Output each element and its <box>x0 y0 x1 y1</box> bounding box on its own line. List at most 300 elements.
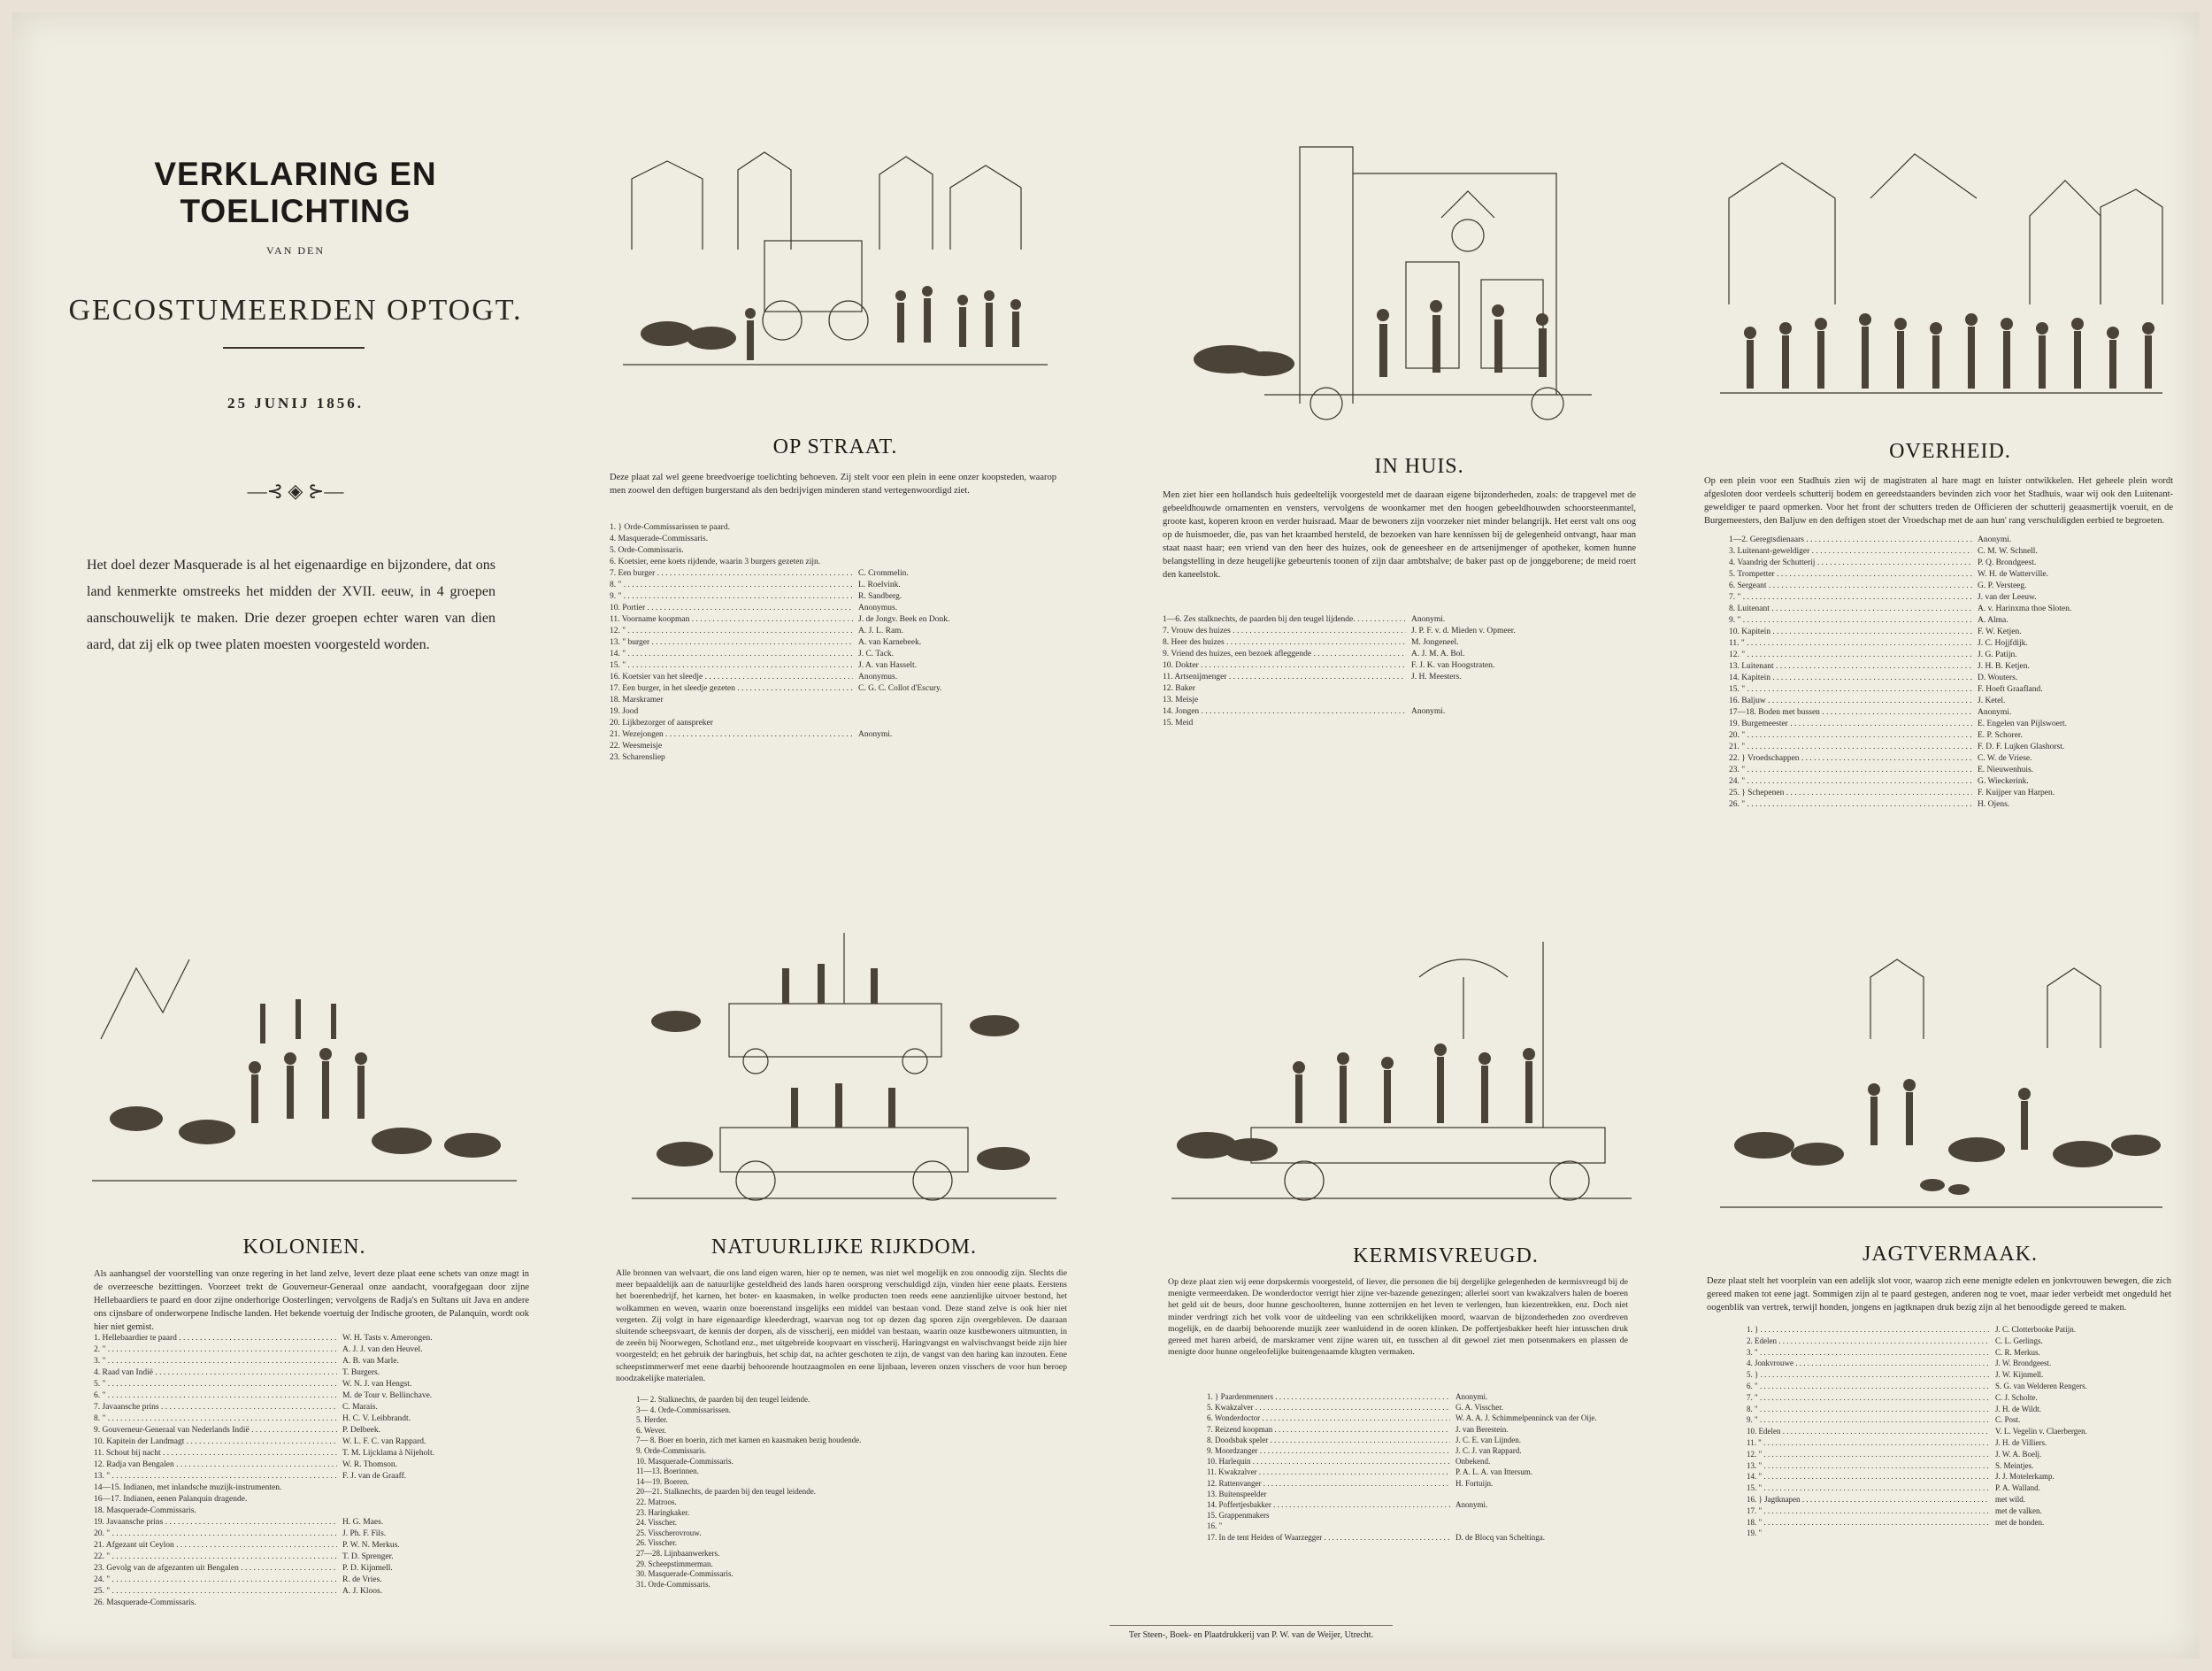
poster-title: VERKLARING EN TOELICHTING <box>154 156 437 229</box>
list-item <box>610 626 1056 637</box>
list-item <box>1729 604 2171 615</box>
performer-name: Anonymi. <box>858 730 893 739</box>
role-label: 18. Masquerade-Commissaris. <box>94 1506 196 1515</box>
role-label: 3. " . . . <box>1747 1347 1990 1359</box>
performer-name <box>879 1395 885 1405</box>
poster-subtitle: GECOSTUMEERDEN OPTOGT. <box>68 294 523 327</box>
list-item <box>610 718 1056 729</box>
performer-name: T. Burgers. <box>342 1368 380 1377</box>
role-label: 10. Portier . . . <box>610 603 853 614</box>
role-label: 17. In de tent Heiden of Waarzegger . . . <box>1207 1532 1450 1543</box>
role-label: 21. " . . . <box>1729 742 1972 753</box>
performer-name: met de honden. <box>1995 1517 2045 1527</box>
list-item <box>94 1379 529 1390</box>
performer-name <box>853 695 858 706</box>
list-item <box>1207 1413 1632 1423</box>
natuurlijke-rijkdom-engraving <box>623 915 1065 1216</box>
performer-name <box>853 741 858 752</box>
role-label: 7. " . . . <box>1729 592 1972 604</box>
list-item <box>94 1471 529 1482</box>
performer-name <box>337 1494 342 1505</box>
performer-name: J. C. J. van Rappard. <box>1455 1446 1522 1456</box>
list-item <box>1163 660 1636 672</box>
role-label: 13. Meisje <box>1163 696 1199 705</box>
performer-name: W. N. J. van Hengst. <box>342 1380 412 1389</box>
role-label: 12. " . . . <box>1747 1449 1990 1460</box>
list-item <box>1747 1358 2162 1369</box>
performer-name <box>879 1467 885 1477</box>
overheid-description: Op een plein voor een Stadhuis zien wij de magistraten al hare magt en luister ontwikkelen. Het geheele plein wordt afgesloten door verdeels schutterij bodem en gereedstaanders bevinden zich voor het Stadhuis, waar wij ook den Luitenant-geweldiger te paard opmerken. Voor het front der schutters treden de Officieren der schutterij geaasmertijk voeruit, en de Burgemeesters, den Baljuw en den deftigen stoet der Vroedschap met de aan hun' rang verschuldigden eerbied te begroeten. <box>1704 476 2173 526</box>
list-item <box>1207 1456 1632 1467</box>
natuurlijke-rijkdom-description: Alle bronnen van welvaart, die ons land eigen waren, hier op te nemen, was niet wel mogelijk en zou onnoodig zijn. Slechts die meer bepaaldelijk aan de natuurlijke gesteldheid des lands haren oorsprong verschuldigd zijn, vinden hier eene plaats. Eerstens het boerenbedrijf, het karnen, het boter- en kaasmaken, in welke producten toen reeds eene aanzienlijke uitvoer bestond, het wolkammen en weven, waarin onze boerenstand insgelijks een middel van bestaan vond. Deze stand zelve is ook hier niet vergeten. Zij volgt in hare eigenaardige kleederdragt, waarvan nog tot op dezen dag sporen zijn overgebleven. De daaraan sluitende scheepsvaart, de kennis der dorpen, als de visscherij, een middel van bestaan, waarin onze kustbewoners uitmuntten, in de zeeën bij Noorwegen, Schotland enz., met uitgebreide koopvaart en visscherij. Haringvangst en walvischvangst beide zijn hier voorgesteld; en het gebruik der haringbuis, het schip dat, na achter geschoten te zijn, de vangst van den haring kan inzouten. Eene scheepstimmerwerf met eene daarbij behoorende houtzaagmolen en eene lijnbaan, leveren onzen visschers de voor hun beroep noodzakelijke materialen. <box>616 1268 1067 1383</box>
role-label: 17. Een burger, in het sleedje gezeten . . . <box>610 683 853 695</box>
role-label: 9. Moordzanger . . . <box>1207 1445 1450 1456</box>
role-label: 16. } Jagtknapen . . . <box>1747 1494 1990 1505</box>
list-item <box>610 614 1056 626</box>
role-label: 14—15. Indianen, met inlandsche muzijk-instrumenten. <box>94 1483 282 1492</box>
list-item <box>610 637 1056 649</box>
performer-name: F. Kuijper van Harpen. <box>1978 789 2055 797</box>
list-item <box>636 1508 1061 1519</box>
performer-name: J. H. de Villiers. <box>1995 1437 2047 1447</box>
performer-name: C. Post. <box>1995 1415 2021 1425</box>
list-item <box>1729 558 2171 569</box>
role-label: 1—6. Zes stalknechts, de paarden bij den teugel lijdende. . . . <box>1163 614 1406 626</box>
kolonien-engraving <box>83 915 526 1216</box>
performer-name <box>879 1569 885 1580</box>
role-label: 2. Edelen . . . <box>1747 1336 1990 1347</box>
performer-name <box>879 1487 885 1498</box>
performer-name <box>1406 683 1411 695</box>
list-item <box>1747 1324 2162 1336</box>
role-label: 12. Rattenvanger . . . <box>1207 1478 1450 1489</box>
list-item <box>610 683 1056 695</box>
role-label: 14—19. Boeren. <box>636 1476 689 1486</box>
performer-name: R. Sandberg. <box>858 592 902 601</box>
performer-name: P. D. Kijnmell. <box>342 1564 393 1573</box>
list-item <box>1747 1404 2162 1415</box>
role-label: 7. " . . . <box>1747 1392 1990 1404</box>
role-label: 23. " . . . <box>1729 765 1972 776</box>
list-item <box>94 1390 529 1402</box>
role-label: 13. " . . . <box>94 1471 337 1482</box>
list-item <box>94 1494 529 1505</box>
performer-name <box>853 522 858 534</box>
performer-name <box>1990 1528 1995 1539</box>
list-item <box>1163 637 1636 649</box>
role-label: 2. " . . . <box>94 1344 337 1356</box>
role-label: 4. Jonkvrouwe . . . <box>1747 1358 1990 1369</box>
overheid-list <box>1729 535 2171 811</box>
performer-name <box>879 1529 885 1539</box>
list-item <box>94 1425 529 1436</box>
role-label: 19. Javaansche prins . . . <box>94 1517 337 1529</box>
list-item <box>610 522 1056 534</box>
role-label: 14. " . . . <box>1747 1471 1990 1482</box>
role-label: 1. } . . . <box>1747 1324 1990 1336</box>
role-label: 14. Kapitein . . . <box>1729 673 1972 684</box>
performer-name: A. v. Harinxma thoe Sloten. <box>1978 604 2072 613</box>
performer-name <box>879 1415 885 1426</box>
performer-name: P. W. N. Merkus. <box>342 1541 400 1550</box>
performer-name <box>853 545 858 557</box>
role-label: 15. " . . . <box>1729 684 1972 696</box>
role-label: 8. " . . . <box>1747 1404 1990 1415</box>
role-label: 4. Vaandrig der Schutterij . . . <box>1729 558 1972 569</box>
performer-name: Anonymi. <box>1455 1392 1488 1401</box>
in-huis-description: Men ziet hier een hollandsch huis gedeeltelijk voorgesteld met de daaraan eigene bijzonderheden, zoals: de trapgevel met de gebeeldhouwde ornamenten en vensters, vervolgens de woonkamer met den hoogen gebeeldhouwden schoorsteenmantel, groote kast, koperen kroon en verder huisraad. Maar de bewoners zijn voorzeker niet minder belangrijk. Het eerst valt ons oog op de huismoeder, die, pas van het kraambed hersteld, de bezoeken van hare kennissen bij de gelegenheid ontvangt, haar man staat naast haar; een vriend van den heer des huizes, ook de geneesheer en de artsenijmenger of apotheker, komen hunne belangstelling in deze heugelijke gebeurtenis toonen of zijn daar ambtshalve; de baker past op de jonggeborene; de meid roert den kaneelstok. <box>1163 490 1636 580</box>
performer-name: L. Roelvink. <box>858 581 901 589</box>
role-label: 20. " . . . <box>94 1529 337 1540</box>
performer-name: C. R. Merkus. <box>1995 1347 2040 1357</box>
performer-name: Anonymi. <box>1455 1500 1488 1510</box>
role-label: 10. Kapitein der Landmagt . . . <box>94 1436 337 1448</box>
performer-name: F. J. van de Graaff. <box>342 1472 407 1481</box>
role-label: 14. Jongen . . . <box>1163 706 1406 718</box>
list-item <box>1747 1381 2162 1392</box>
performer-name: J. P. F. v. d. Mieden v. Opmeer. <box>1411 627 1516 635</box>
role-label: 26. Visscher. <box>636 1538 678 1548</box>
in-huis-engraving <box>1176 138 1645 439</box>
performer-name: R. de Vries. <box>342 1575 382 1584</box>
in-huis-title: IN HUIS. <box>1374 455 1464 478</box>
role-label: 8. " . . . <box>610 580 853 591</box>
role-label: 12. " . . . <box>1729 650 1972 661</box>
performer-name: A. J. L. Ram. <box>858 627 903 635</box>
kermisvreugd-description: Op deze plaat zien wij eene dorpskermis voorgesteld, of liever, die personen die bij dergelijke gelegenheden de kermisvreugd bij de menigte vermeerdaken. De wonderdoctor verrigt hier zijne ver-bazende genezingen; allerlei soort van kwakzalvers halen de boeren het geld uit de beurs, door hunne geschoolteren, hunne zotternijen en het leven te verlengen, hun kiezentrekken, enz. Doch niet minder verdringt zich het volk voor de uitdeeling van een schrikkelijken moord, waarvan de bijzonderheden zoo overdreven mogelijk, en de daarbij behoorende muzijk zeer wanluidend in de ooren klinken. De poffertjesbakker heeft hier intusschen druk gereed met haren arbeid, de marskramer vent zijne waren uit, en tusschen al dit gewoel ziet men potsenmakers en plassen de menigte door hunne ongeleofelijke buitengenaamde klugten vermaken. <box>1168 1277 1628 1358</box>
list-item <box>636 1549 1061 1559</box>
role-label: 11. Voorname koopman . . . <box>610 614 853 626</box>
list-item <box>636 1569 1061 1580</box>
list-item <box>610 649 1056 660</box>
role-label: 31. Orde-Commissaris. <box>636 1579 710 1589</box>
list-item <box>610 660 1056 672</box>
jagtvermaak-title: JAGTVERMAAK. <box>1863 1243 2038 1266</box>
list-item <box>1747 1528 2162 1539</box>
role-label: 6. " . . . <box>94 1390 337 1402</box>
performer-name: D. de Blocq van Scheltinga. <box>1455 1532 1545 1542</box>
performer-name: P. A. Walland. <box>1995 1483 2040 1493</box>
list-item <box>636 1405 1061 1416</box>
role-label: 7. Reizend koopman . . . <box>1207 1424 1450 1435</box>
list-item <box>94 1356 529 1367</box>
list-item <box>94 1344 529 1356</box>
list-item <box>610 741 1056 752</box>
performer-name: W. H. de Watterville. <box>1978 570 2048 579</box>
jagtvermaak-engraving <box>1711 942 2171 1225</box>
performer-name: J. J. Motelerkamp. <box>1995 1472 2055 1482</box>
performer-name <box>853 557 858 568</box>
role-label: 19. Jood <box>610 707 639 716</box>
performer-name: H. G. Maes. <box>342 1518 384 1527</box>
list-item <box>636 1538 1061 1549</box>
performer-name: C. L. Gerlings. <box>1995 1336 2043 1345</box>
role-label: 7— 8. Boer en boerin, zich met karnen en kaasmaken bezig houdende. <box>636 1436 862 1445</box>
role-label: 9. Gouverneur-Generaal van Nederlands Indië . . . <box>94 1425 337 1436</box>
list-item <box>610 534 1056 545</box>
performer-name <box>337 1482 342 1494</box>
performer-name: J. G. Patijn. <box>1978 651 2017 659</box>
performer-name: W. L. F. C. van Rappard. <box>342 1437 426 1446</box>
list-item <box>94 1448 529 1459</box>
role-label: 19. Burgemeester . . . <box>1729 719 1972 730</box>
jagtvermaak-description: Deze plaat stelt het voorplein van een adelijk slot voor, waarop zich eene menigte edelen en jonkvrouwen bewegen, die zich gereed maken tot eene jagt. Sommigen zijn al te paard gestegen, anderen nog te voet, maar ieder verbeidt met ongeduld het oogenblik van vertrek, terwijl honden, jongens en jagtknapen druk bezig zijn al het benoodigde gereed te maken. <box>1707 1276 2171 1313</box>
performer-name: H. Ojens. <box>1978 800 2010 809</box>
performer-name: T. M. Lijcklama à Nijeholt. <box>342 1449 435 1458</box>
list-item <box>94 1367 529 1379</box>
role-label: 5. Trompetter . . . <box>1729 569 1972 581</box>
role-label: 7. Vrouw des huizes . . . <box>1163 626 1406 637</box>
performer-name: F. W. Ketjen. <box>1978 628 2022 636</box>
role-label: 13. Buitenspeelder <box>1207 1489 1267 1498</box>
list-item <box>636 1457 1061 1467</box>
performer-name: J. de Jongv. Beek en Donk. <box>858 615 950 624</box>
list-item <box>1747 1437 2162 1449</box>
role-label: 11—13. Boerinnen. <box>636 1467 699 1476</box>
role-label: 10. Kapitein . . . <box>1729 627 1972 638</box>
list-item <box>610 706 1056 718</box>
role-label: 10. Harlequin . . . <box>1207 1456 1450 1467</box>
list-item <box>636 1426 1061 1436</box>
op-straat-description: Deze plaat zal wel geene breedvoerige toelichting behoeven. Zij stelt voor een plein in eene onzer koopsteden, waarop men zoowel den deftigen burgerstand als den bedrijvigen minderen stand vertegenwoordigd ziet. <box>610 473 1056 496</box>
kolonien-list <box>94 1333 529 1609</box>
performer-name: J. W. A. Boelj. <box>1995 1449 2042 1459</box>
role-label: 11. Schout bij nacht . . . <box>94 1448 337 1459</box>
role-label: 23. Scharensliep <box>610 753 665 762</box>
list-item <box>1747 1369 2162 1381</box>
list-item <box>636 1487 1061 1498</box>
role-label: 8. Heer des huizes . . . <box>1163 637 1406 649</box>
list-item <box>1729 765 2171 776</box>
performer-name: H. C. V. Leibbrandt. <box>342 1414 411 1423</box>
role-label: 15. " . . . <box>610 660 853 672</box>
list-item <box>1747 1517 2162 1529</box>
list-item <box>1729 661 2171 673</box>
performer-name: S. Meintjes. <box>1995 1460 2034 1470</box>
list-item <box>1207 1510 1632 1521</box>
list-item <box>610 568 1056 580</box>
kolonien-title: KOLONIEN. <box>242 1236 366 1259</box>
op-straat-title: OP STRAAT. <box>772 435 898 458</box>
role-label: 8. Luitenant . . . <box>1729 604 1972 615</box>
performer-name: T. D. Sprenger. <box>342 1552 394 1561</box>
list-item <box>94 1529 529 1540</box>
performer-name: J. H. Meesters. <box>1411 673 1462 681</box>
list-item <box>636 1529 1061 1539</box>
natuurlijke-rijkdom-list <box>636 1395 1061 1590</box>
performer-name: Onbekend. <box>1455 1457 1491 1467</box>
performer-name: J. C. E. van Lijnden. <box>1455 1435 1521 1444</box>
role-label: 1. } Orde-Commissarissen te paard. <box>610 523 730 532</box>
list-item <box>1729 696 2171 707</box>
performer-name: W. A. A. J. Schimmelpenninck van der Oije. <box>1455 1413 1597 1423</box>
performer-name: J. W. Kijnmell. <box>1995 1370 2044 1380</box>
list-item <box>1163 614 1636 626</box>
role-label: 25. " . . . <box>94 1586 337 1598</box>
overheid-engraving <box>1711 145 2171 428</box>
performer-name <box>879 1436 885 1446</box>
list-item <box>94 1413 529 1425</box>
role-label: 11. " . . . <box>1747 1437 1990 1449</box>
kermisvreugd-engraving <box>1163 924 1640 1216</box>
poster-sheet <box>12 12 2200 1659</box>
title-rule <box>223 347 365 349</box>
performer-name <box>853 752 858 764</box>
role-label: 18. Marskramer <box>610 696 664 705</box>
list-item <box>1163 695 1636 706</box>
performer-name: M. Jongeneel. <box>1411 638 1459 647</box>
overheid-title: OVERHEID. <box>1889 440 2011 463</box>
performer-name: H. Fortuijn. <box>1455 1478 1494 1488</box>
natuurlijke-rijkdom-title: NATUURLIJKE RIJKDOM. <box>711 1236 977 1259</box>
list-item <box>610 580 1056 591</box>
role-label: 16. Baljuw . . . <box>1729 696 1972 707</box>
list-item <box>1207 1402 1632 1413</box>
list-item <box>1729 650 2171 661</box>
list-item <box>610 557 1056 568</box>
performer-name: G. Wieckerink. <box>1978 777 2029 786</box>
performer-name <box>1450 1489 1455 1499</box>
performer-name: C. Marais. <box>342 1403 378 1412</box>
list-item <box>1163 672 1636 683</box>
performer-name: C. G. C. Collot d'Escury. <box>858 684 942 693</box>
kermisvreugd-title: KERMISVREUGD. <box>1353 1244 1539 1267</box>
performer-name <box>879 1580 885 1590</box>
list-item <box>1163 626 1636 637</box>
role-label: 21. Afgezant uit Ceylon . . . <box>94 1540 337 1552</box>
list-item <box>1747 1460 2162 1472</box>
role-label: 13. Luitenant . . . <box>1729 661 1972 673</box>
list-item <box>94 1563 529 1575</box>
performer-name: W. H. Tasts v. Amerongen. <box>342 1334 433 1343</box>
list-item <box>636 1467 1061 1477</box>
list-item <box>1729 569 2171 581</box>
role-label: 23. Gevolg van de afgezanten uit Bengalen . . . <box>94 1563 337 1575</box>
list-item <box>636 1518 1061 1529</box>
performer-name <box>1406 695 1411 706</box>
performer-name: P. A. L. A. van Ittersum. <box>1455 1467 1532 1477</box>
list-item <box>94 1459 529 1471</box>
role-label: 9. Vriend des huizes, een bezoek afleggende . . . <box>1163 649 1406 660</box>
role-label: 10. Masquerade-Commissaris. <box>636 1456 733 1466</box>
list-item <box>94 1575 529 1586</box>
list-item <box>1163 649 1636 660</box>
role-label: 16. " <box>1207 1521 1223 1531</box>
list-item <box>636 1580 1061 1590</box>
list-item <box>1747 1482 2162 1494</box>
list-item <box>1729 535 2171 546</box>
list-item <box>636 1559 1061 1570</box>
role-label: 14. Poffertjesbakker . . . <box>1207 1499 1450 1510</box>
role-label: 23. Haringkaker. <box>636 1507 690 1517</box>
performer-name <box>879 1457 885 1467</box>
performer-name <box>853 534 858 545</box>
performer-name <box>879 1508 885 1519</box>
performer-name: E. P. Schorer. <box>1978 731 2023 740</box>
list-item <box>610 752 1056 764</box>
list-item <box>1747 1505 2162 1517</box>
performer-name: J. W. Brondgeest. <box>1995 1359 2052 1368</box>
performer-name: Anonymi. <box>1978 708 2012 717</box>
list-item <box>1747 1336 2162 1347</box>
list-item <box>94 1540 529 1552</box>
performer-name <box>853 718 858 729</box>
list-item <box>1207 1445 1632 1456</box>
list-item <box>636 1498 1061 1508</box>
list-item <box>1729 581 2171 592</box>
performer-name: J. C. Hojjfdijk. <box>1978 639 2028 648</box>
list-item <box>1207 1532 1632 1543</box>
list-item <box>610 729 1056 741</box>
list-item <box>1729 707 2171 719</box>
role-label: 25. Visscherovrouw. <box>636 1528 702 1537</box>
performer-name: V. L. Vegelin v. Claerbergen. <box>1995 1427 2087 1436</box>
performer-name: J. Ph. F. Fils. <box>342 1529 387 1538</box>
list-item <box>1747 1494 2162 1505</box>
performer-name: F. D. F. Lujken Glashorst. <box>1978 743 2065 751</box>
role-label: 22. } Vroedschappen . . . <box>1729 753 1972 765</box>
role-label: 19. " <box>1747 1529 1763 1538</box>
performer-name: C. J. Scholte. <box>1995 1392 2038 1402</box>
role-label: 11. " . . . <box>1729 638 1972 650</box>
list-item <box>1729 615 2171 627</box>
list-item <box>1207 1478 1632 1489</box>
list-item <box>1729 753 2171 765</box>
list-item <box>94 1333 529 1344</box>
role-label: 16. Koetsier van het sleedje . . . <box>610 672 853 683</box>
performer-name: A. Alma. <box>1978 616 2008 625</box>
list-item <box>94 1402 529 1413</box>
role-label: 6. Wonderdoctor . . . <box>1207 1413 1450 1423</box>
list-item <box>1747 1392 2162 1404</box>
performer-name: G. P. Versteeg. <box>1978 581 2027 590</box>
performer-name <box>879 1518 885 1529</box>
list-item <box>1729 627 2171 638</box>
performer-name: D. Wouters. <box>1978 674 2018 682</box>
performer-name <box>879 1446 885 1457</box>
performer-name <box>853 706 858 718</box>
role-label: 11. Artsenijmenger . . . <box>1163 672 1406 683</box>
list-item <box>610 695 1056 706</box>
list-item <box>94 1552 529 1563</box>
ornament-divider: —⊰ ◈ ⊱— <box>247 480 344 502</box>
role-label: 26. " . . . <box>1729 799 1972 811</box>
role-label: 4. Raad van Indië . . . <box>94 1367 337 1379</box>
role-label: 9. Orde-Commissaris. <box>636 1445 707 1455</box>
list-item <box>1207 1435 1632 1445</box>
performer-name: J. van Berestein. <box>1455 1424 1509 1434</box>
role-label: 1—2. Geregtsdienaars . . . <box>1729 535 1972 546</box>
role-label: 11. Kwakzalver . . . <box>1207 1467 1450 1477</box>
performer-name <box>879 1538 885 1549</box>
performer-name <box>1450 1510 1455 1521</box>
performer-name <box>879 1477 885 1488</box>
role-label: 15. Meid <box>1163 719 1194 728</box>
role-label: 20. Lijkbezorger of aanspreker <box>610 719 713 728</box>
performer-name: C. M. W. Schnell. <box>1978 547 2038 556</box>
performer-name: G. A. Visscher. <box>1455 1403 1504 1413</box>
role-label: 25. } Schepenen . . . <box>1729 788 1972 799</box>
role-label: 3— 4. Orde-Commissarissen. <box>636 1405 731 1414</box>
performer-name <box>879 1498 885 1508</box>
kermisvreugd-list <box>1207 1391 1632 1543</box>
role-label: 8. " . . . <box>94 1413 337 1425</box>
role-label: 1. } Paardenmenners . . . <box>1207 1391 1450 1402</box>
list-item <box>1729 730 2171 742</box>
performer-name: A. B. van Marle. <box>342 1357 399 1366</box>
role-label: 5. " . . . <box>94 1379 337 1390</box>
list-item <box>1163 706 1636 718</box>
